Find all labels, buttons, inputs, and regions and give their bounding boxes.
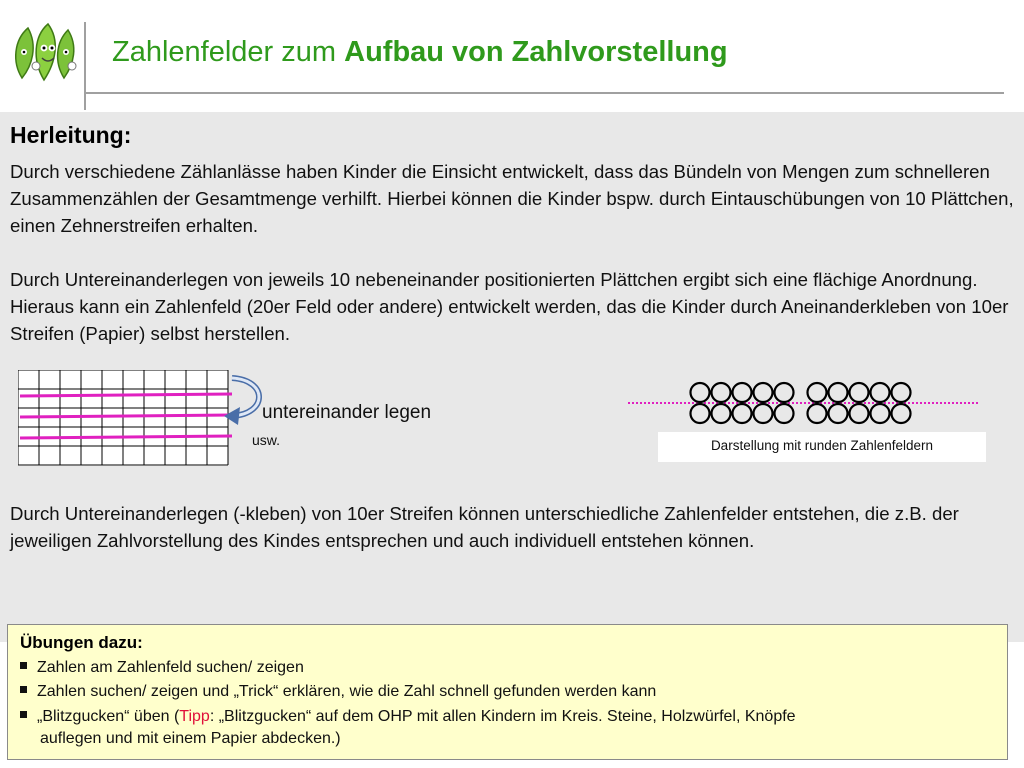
- title-regular: Zahlenfelder zum: [112, 36, 345, 68]
- counter-circle: [892, 404, 911, 423]
- exercises-heading: Übungen dazu:: [20, 633, 143, 652]
- counter-circle: [850, 404, 869, 423]
- exercise-item-3-text-b: : „Blitzgucken“ auf dem OHP mit allen Kindern im Kreis. Steine, Holzwürfel, Knöpfe: [209, 708, 796, 725]
- round-number-field-figure: [628, 380, 984, 426]
- counter-circle: [691, 404, 710, 423]
- grid-small-label: usw.: [252, 432, 281, 448]
- counter-circle: [712, 383, 731, 402]
- exercise-item-3-continuation: auflegen und mit einem Papier abdecken.): [40, 730, 341, 747]
- tip-label: Tipp: [179, 708, 210, 725]
- counter-circle: [892, 383, 911, 402]
- counter-circle: [712, 404, 731, 423]
- counter-circle: [733, 383, 752, 402]
- paragraph-2: Durch Untereinanderlegen von jeweils 10 nebeneinander positionierten Plättchen ergibt sich eine flächige Anordnung. Hieraus kann ein Zahlenfeld (20er Feld oder andere) entwickelt werden, das die Kinder durch Aneinanderkleben von 10er Streifen (Papier) selbst herstellen.: [10, 269, 1009, 344]
- bullet-square-icon: [20, 662, 27, 669]
- counter-circle: [829, 404, 848, 423]
- counter-circle: [871, 383, 890, 402]
- exercise-item-3-text-a: „Blitzgucken“ üben (: [37, 708, 180, 725]
- exercise-item-1: [20, 657, 304, 679]
- exercise-item-1-text: Zahlen am Zahlenfeld suchen/ zeigen: [37, 659, 304, 676]
- counter-circle: [871, 404, 890, 423]
- leaf-characters-logo: [8, 22, 84, 86]
- header-horizontal-divider: [84, 92, 1004, 94]
- counter-circle: [808, 383, 827, 402]
- ten-strip-grid-figure: [18, 370, 268, 466]
- counter-circle: [691, 383, 710, 402]
- paragraph-3: Durch Untereinanderlegen (-kleben) von 10er Streifen können unterschiedliche Zahlenfelder entstehen, die z.B. der jeweiligen Zahlvorstellung des Kindes entsprechen und auch individuell entstehen können.: [10, 503, 959, 551]
- counter-circle: [808, 404, 827, 423]
- exercise-item-2-text: Zahlen suchen/ zeigen und „Trick“ erklären, wie die Zahl schnell gefunden werden kann: [37, 683, 657, 700]
- counter-circle: [850, 383, 869, 402]
- slide-title: [112, 36, 728, 69]
- bullet-square-icon: [20, 686, 27, 693]
- counter-circle: [754, 383, 773, 402]
- bullet-square-icon: [20, 711, 27, 718]
- counter-circle: [829, 383, 848, 402]
- exercise-item-2: [20, 681, 656, 703]
- counter-circle: [754, 404, 773, 423]
- counter-circle: [733, 404, 752, 423]
- circles-caption: Darstellung mit runden Zahlenfeldern: [710, 438, 934, 453]
- paragraph-1: Durch verschiedene Zählanlässe haben Kinder die Einsicht entwickelt, dass das Bündeln von Mengen zum schnelleren Zusammenzählen der Gesamtmenge verhilft. Hierbei können die Kinder bspw. durch Eintauschübungen von 10 Plättchen, einen Zehnerstreifen erhalten.: [10, 161, 1014, 236]
- header-vertical-divider: [84, 22, 86, 110]
- slide-header: [0, 0, 1024, 112]
- exercise-item-3: [20, 706, 796, 728]
- section-heading: Herleitung:: [10, 122, 132, 148]
- caption-box: [658, 432, 986, 462]
- title-bold: Aufbau von Zahlvorstellung: [344, 36, 728, 68]
- grid-label: untereinander legen: [262, 402, 432, 423]
- counter-circle: [775, 404, 794, 423]
- counter-circle: [775, 383, 794, 402]
- exercises-box: [7, 624, 1008, 760]
